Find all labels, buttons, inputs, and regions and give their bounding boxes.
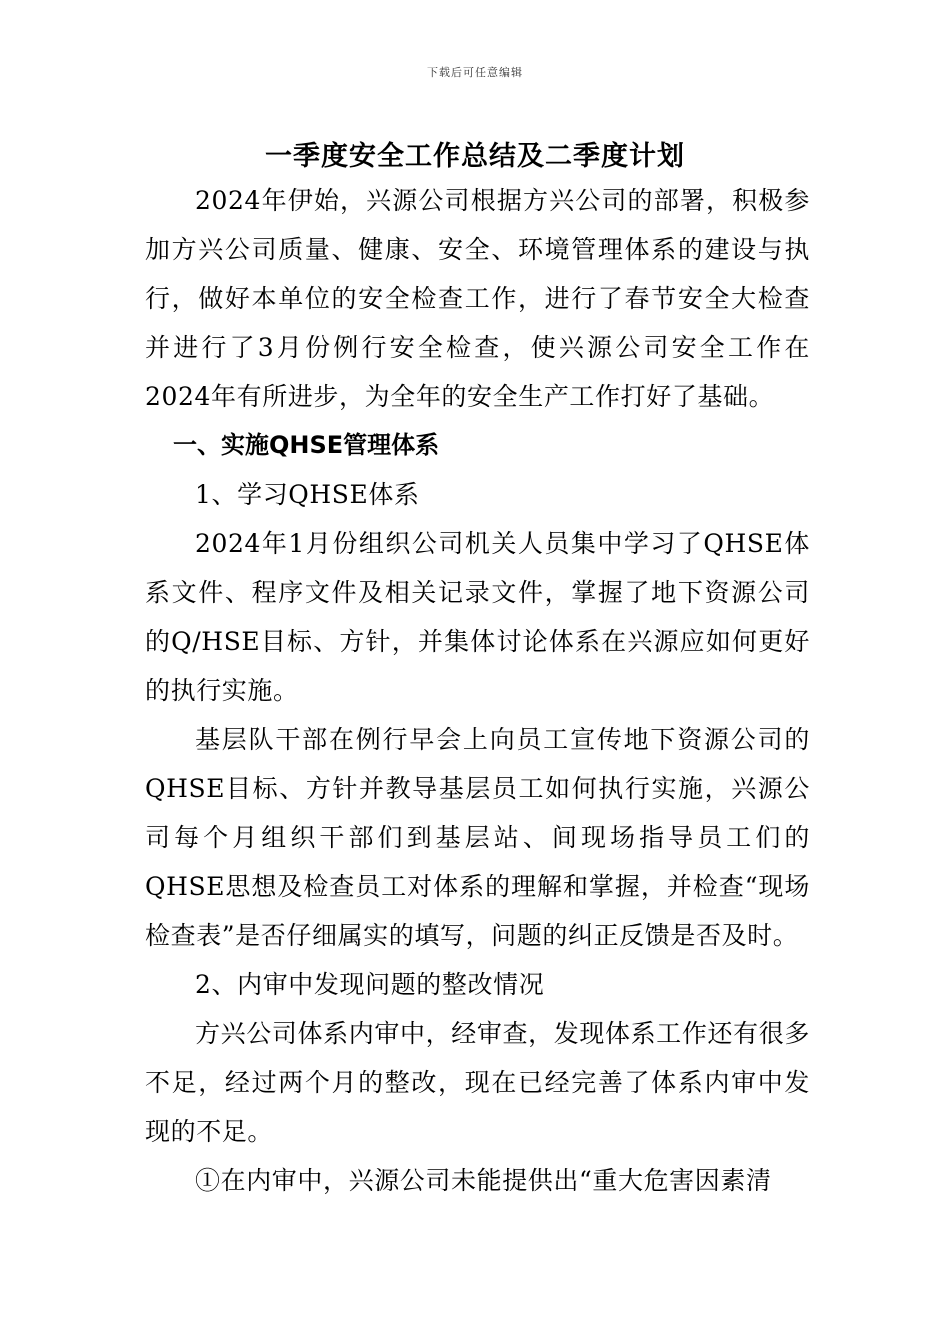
paragraph-item-1: ①在内审中，兴源公司未能提供出“重大危害因素清 (195, 1166, 772, 1195)
subheading-study-qhse: 1、学习QHSE体系 (195, 480, 420, 509)
document-body (145, 176, 810, 1205)
paragraph-grassroots: 基层队干部在例行早会上向员工宣传地下资源公司的QHSE目标、方针并教导基层员工如何执行实施，兴源公司每个月组织干部们到基层站、间现场指导员工们的QHSE思想及检查员工对体系的理解和掌握，并检查“现场检查表”是否仔细属实的填写，问题的纠正反馈是否及时。 (145, 725, 810, 950)
paragraph-january-study: 2024年1月份组织公司机关人员集中学习了QHSE体系文件、程序文件及相关记录文件，掌握了地下资源公司的Q/HSE目标、方针，并集体讨论体系在兴源应如何更好的执行实施。 (145, 529, 810, 705)
document-title: 一季度安全工作总结及二季度计划 (265, 141, 685, 172)
intro-paragraph: 2024年伊始，兴源公司根据方兴公司的部署，积极参加方兴公司质量、健康、安全、环境管理体系的建设与执行，做好本单位的安全检查工作，进行了春节安全大检查并进行了3月份例行安全检查，使兴源公司安全工作在2024年有所进步，为全年的安全生产工作打好了基础。 (145, 186, 810, 411)
section-heading-qhse: 一、实施QHSE管理体系 (173, 431, 440, 459)
header-note: 下载后可任意编辑 (427, 66, 523, 79)
paragraph-audit: 方兴公司体系内审中，经审查，发现体系工作还有很多不足，经过两个月的整改，现在已经完善了体系内审中发现的不足。 (145, 1019, 810, 1146)
subheading-audit-rectification: 2、内审中发现问题的整改情况 (195, 970, 545, 999)
